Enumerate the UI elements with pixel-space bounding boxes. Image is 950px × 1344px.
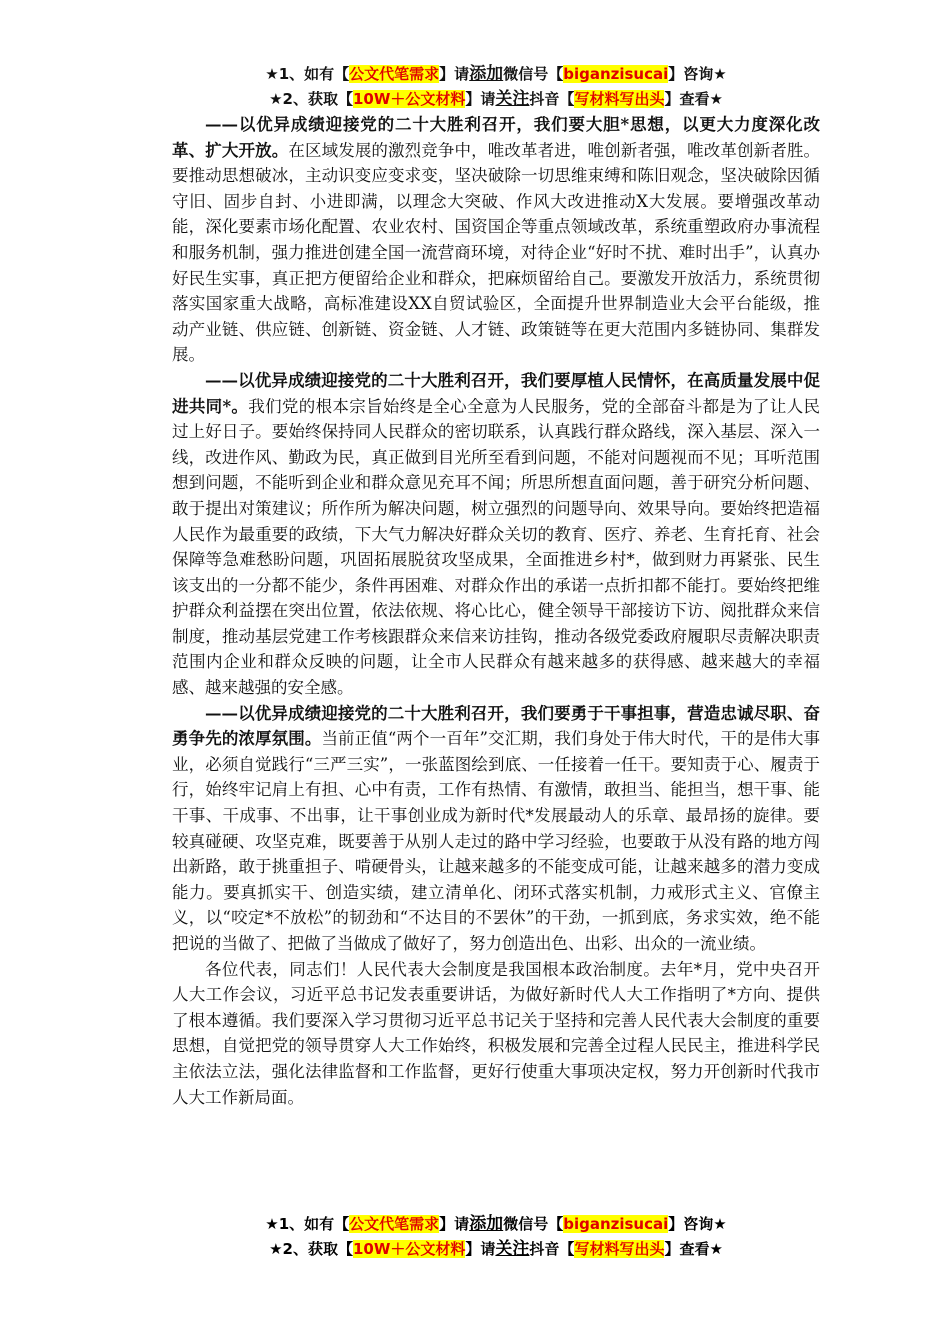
highlight-service: 公文代笔需求 xyxy=(349,1215,440,1233)
banner-text: 】请 xyxy=(439,1215,470,1233)
follow-douyin-link[interactable]: 关注 xyxy=(495,1239,530,1259)
paragraph-body: 当前正值“两个一百年”交汇期，我们身处于伟大时代，干的是伟大事业，必须自觉践行“三严三实”，一张蓝图绘到底、一任接着一任干。要知责于心、履责于行，始终牢记肩上有担、心中有责，工作有热情、有激情，敢担当、能担当，想干事、能干事、干成事、不出事，让干事创业成为新时代*发展最动人的乐章、最昂扬的旋律。要较真碰硬、攻坚克难，既要善于从别人走过的路中学习经验，也要敢于从没有路的地方闯出新路，敢于挑重担子、啃硬骨头，让越来越多的不能变成可能，让越来越多的潜力变成能力。要真抓实干、创造实绩，建立清单化、闭环式落实机制，力戒形式主义、官僚主义，以“咬定*不放松”的韧劲和“不达目的不罢休”的干劲，一抓到底，务求实效，绝不能把说的当做了、把做了当做成了做好了，努力创造出色、出彩、出众的一流业绩。 xyxy=(172,729,820,953)
banner-text: 】咨询★ xyxy=(668,1215,727,1233)
banner-text: 抖音【 xyxy=(529,1240,575,1258)
banner-text: ★2、获取【 xyxy=(269,1240,353,1258)
highlight-douyin-id: 写材料写出头 xyxy=(574,1240,665,1258)
banner-text: ★1、如有【 xyxy=(265,65,350,83)
highlight-materials: 10W＋公文材料 xyxy=(352,90,466,108)
paragraph-body: 在区域发展的激烈竞争中，唯改革者进，唯创新者强，唯改革创新者胜。要推动思想破冰，主动识变应变求变，坚决破除一切思维束缚和陈旧观念，坚决破除因循守旧、固步自封、小进即满，以理念大突破、作风大改进推动X大发展。要增强改革动能，深化要素市场化配置、农业农村、国资国企等重点领域改革，系统重塑政府办事流程和服务机制，强力推进创建全国一流营商环境，对待企业“好时不扰、难时出手”，认真办好民生实事，真正把方便留给企业和群众，把麻烦留给自己。要激发开放活力，系统贯彻落实国家重大战略，高标准建设XX自贸试验区，全面提升世界制造业大会平台能级，推动产业链、供应链、创新链、资金链、人才链、政策链等在更大范围内多链协同、集群发展。 xyxy=(172,140,821,365)
banner-text: 】咨询★ xyxy=(668,65,727,83)
banner-text: 】查看★ xyxy=(664,1240,723,1258)
paragraph-reform xyxy=(172,112,820,368)
paragraph-people xyxy=(172,368,820,701)
paragraph-responsibility xyxy=(172,701,820,957)
banner-text: 】请 xyxy=(465,1240,496,1258)
paragraph-lead: ——以优异成绩迎接党的二十大胜利召开，我们要厚植人民情怀，在高质量发展中促进共同*。 xyxy=(172,370,820,416)
add-wechat-link[interactable]: 添加 xyxy=(469,64,504,84)
banner-text: 微信号【 xyxy=(503,65,564,83)
bottom-banner-line-2 xyxy=(172,1237,820,1262)
paragraph-body: 各位代表，同志们！人民代表大会制度是我国根本政治制度。去年*月，党中央召开人大工作会议，习近平总书记发表重要讲话，为做好新时代人大工作指明了*方向、提供了根本遵循。我们要深入学习贯彻习近平总书记关于坚持和完善人民代表大会制度的重要思想，自觉把党的领导贯穿人大工作始终，积极发展和完善全过程人民民主，推进科学民主依法立法，强化法律监督和工作监督，更好行使重大事项决定权，努力开创新时代我市人大工作新局面。 xyxy=(172,959,820,1107)
banner-text: 微信号【 xyxy=(503,1215,564,1233)
document-page xyxy=(172,62,820,1110)
highlight-service: 公文代笔需求 xyxy=(349,65,440,83)
follow-douyin-link[interactable]: 关注 xyxy=(495,89,530,109)
paragraph-closing xyxy=(172,957,820,1111)
highlight-materials: 10W＋公文材料 xyxy=(352,1240,466,1258)
paragraph-lead: ——以优异成绩迎接党的二十大胜利召开，我们要大胆*思想，以更大力度深化改革、扩大开放。 xyxy=(172,115,820,160)
top-banner-line-1 xyxy=(172,62,820,87)
highlight-wechat-id: biganzisucai xyxy=(563,65,669,83)
banner-text: ★2、获取【 xyxy=(269,90,353,108)
banner-text: ★1、如有【 xyxy=(265,1215,350,1233)
paragraph-body: 我们党的根本宗旨始终是全心全意为人民服务，党的全部奋斗都是为了让人民过上好日子。要始终保持同人民群众的密切联系，认真践行群众路线，深入基层、深入一线，改进作风、勤政为民，真正做到目光所至看到问题，不能对问题视而不见；耳听范围想到问题，不能听到企业和群众意见充耳不闻；所思所想直面问题，善于研究分析问题、敢于提出对策建议；所作所为解决问题，树立强烈的问题导向、效果导向。要始终把造福人民作为最重要的政绩，下大气力解决好群众关切的教育、医疗、养老、生育托育、社会保障等急难愁盼问题，巩固拓展脱贫攻坚成果，全面推进乡村*，做到财力再紧张、民生该支出的一分都不能少，条件再困难、对群众作出的承诺一点折扣都不能打。要始终把维护群众利益摆在突出位置，依法依规、将心比心，健全领导干部接访下访、阅批群众来信制度，推动基层党建工作考核跟群众来信来访挂钩，推动各级党委政府履职尽责解决职责范围内企业和群众反映的问题，让全市人民群众有越来越多的获得感、越来越大的幸福感、越来越强的安全感。 xyxy=(172,396,820,698)
highlight-wechat-id: biganzisucai xyxy=(563,1215,669,1233)
bottom-banner-line-1 xyxy=(172,1212,820,1237)
bottom-banner xyxy=(172,1212,820,1262)
banner-text: 】请 xyxy=(439,65,470,83)
banner-text: 抖音【 xyxy=(529,90,575,108)
top-banner-line-2 xyxy=(172,87,820,112)
banner-text: 】请 xyxy=(465,90,496,108)
paragraph-lead: ——以优异成绩迎接党的二十大胜利召开，我们要勇于干事担事，营造忠诚尽职、奋勇争先的浓厚氛围。 xyxy=(172,703,820,749)
highlight-douyin-id: 写材料写出头 xyxy=(574,90,665,108)
add-wechat-link[interactable]: 添加 xyxy=(469,1214,504,1234)
banner-text: 】查看★ xyxy=(664,90,723,108)
